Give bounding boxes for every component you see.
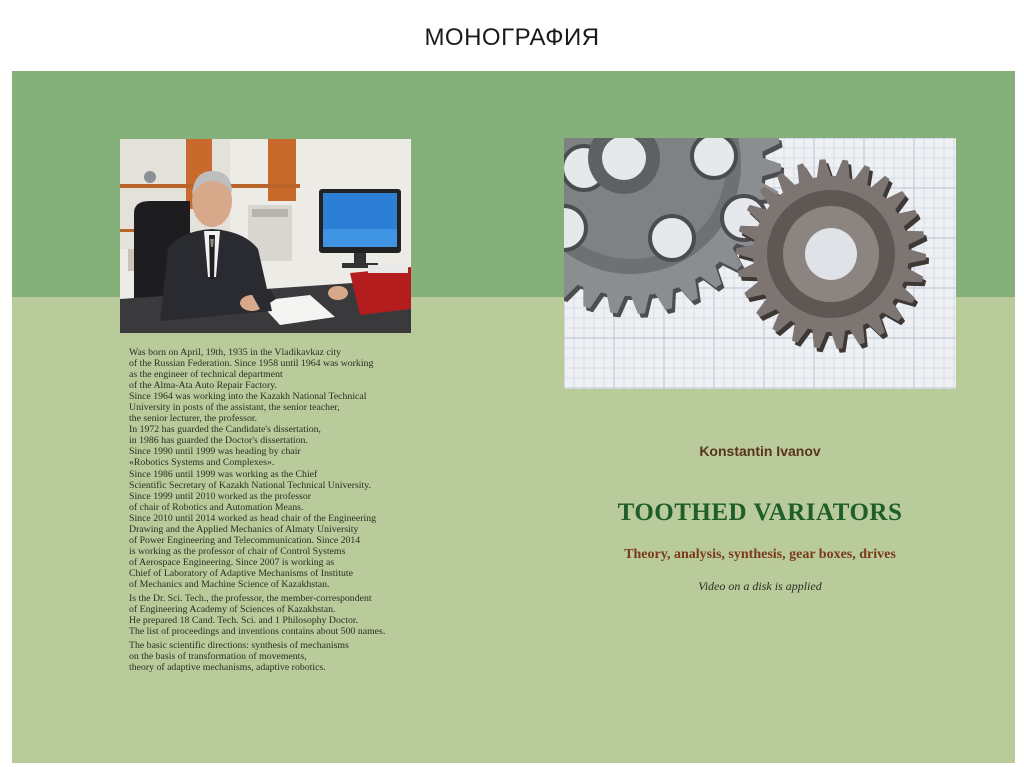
bio-line: as the engineer of technical department bbox=[129, 369, 283, 381]
bio-line: Since 1990 until 1999 was heading by chair bbox=[129, 446, 301, 458]
slide-title: МОНОГРАФИЯ bbox=[424, 24, 600, 51]
bio-line: Is the Dr. Sci. Tech., the professor, the member-correspondent bbox=[129, 593, 372, 605]
bio-line: Since 1986 until 1999 was working as the Chief bbox=[129, 468, 318, 480]
bio-line: Chief of Laboratory of Adaptive Mechanisms of Institute bbox=[129, 567, 353, 579]
author-biography bbox=[129, 347, 419, 673]
bio-line: of Mechanics and Machine Science of Kazakhstan. bbox=[129, 578, 330, 590]
bio-paragraph bbox=[129, 640, 419, 673]
video-disk-note: Video on a disk is applied bbox=[698, 579, 822, 593]
bio-line: In 1972 has guarded the Candidate's dissertation, bbox=[129, 424, 321, 436]
bio-line: Since 2010 until 2014 worked as head chair of the Engineering bbox=[129, 512, 377, 524]
bio-line: the senior lecturer, the professor. bbox=[129, 413, 258, 425]
bio-line: «Robotics Systems and Complexes». bbox=[129, 457, 275, 469]
bio-line: in 1986 has guarded the Doctor's dissertation. bbox=[129, 435, 308, 447]
author-name: Konstantin Ivanov bbox=[699, 443, 821, 459]
bio-line: of the Alma-Ata Auto Repair Factory. bbox=[129, 380, 277, 392]
bio-line: of the Russian Federation. Since 1958 until 1964 was working bbox=[129, 358, 374, 370]
author-photo bbox=[120, 139, 411, 333]
bio-line: He prepared 18 Cand. Tech. Sci. and 1 Philosophy Doctor. bbox=[129, 615, 359, 627]
book-cover bbox=[12, 71, 1015, 763]
bio-line: Since 1964 was working into the Kazakh National Technical bbox=[129, 391, 367, 403]
bio-line: is working as the professor of chair of Control Systems bbox=[129, 545, 346, 557]
bio-line: Since 1999 until 2010 worked as the professor bbox=[129, 490, 312, 502]
bio-line: The basic scientific directions: synthesis of mechanisms bbox=[129, 640, 349, 652]
bio-line: on the basis of transformation of movements, bbox=[129, 651, 307, 663]
bio-line: The list of proceedings and inventions contains about 500 names. bbox=[129, 626, 386, 638]
bio-line: of Power Engineering and Telecommunication. Since 2014 bbox=[129, 534, 361, 546]
bio-line: Was born on April, 19th, 1935 in the Vladikavkaz city bbox=[129, 347, 342, 358]
author-photo-illustration bbox=[120, 139, 411, 333]
bio-line: theory of adaptive mechanisms, adaptive robotics. bbox=[129, 662, 326, 674]
bio-paragraph bbox=[129, 347, 419, 590]
bio-paragraph bbox=[129, 593, 419, 637]
gears-image bbox=[564, 138, 956, 389]
bio-line: of Engineering Academy of Sciences of Kazakhstan. bbox=[129, 604, 336, 616]
book-subtitle: Theory, analysis, synthesis, gear boxes, drives bbox=[624, 547, 896, 562]
bio-line: University in posts of the assistant, the senior teacher, bbox=[129, 402, 340, 414]
gears-illustration bbox=[564, 138, 956, 389]
bio-line: Scientific Secretary of Kazakh National Technical University. bbox=[129, 479, 371, 491]
bio-line: of chair of Robotics and Automation Means. bbox=[129, 501, 304, 513]
bio-line: of Aerospace Engineering. Since 2007 is working as bbox=[129, 556, 335, 568]
book-title: TOOTHED VARIATORS bbox=[617, 499, 903, 526]
bio-line: Drawing and the Applied Mechanics of Almaty University bbox=[129, 523, 359, 535]
